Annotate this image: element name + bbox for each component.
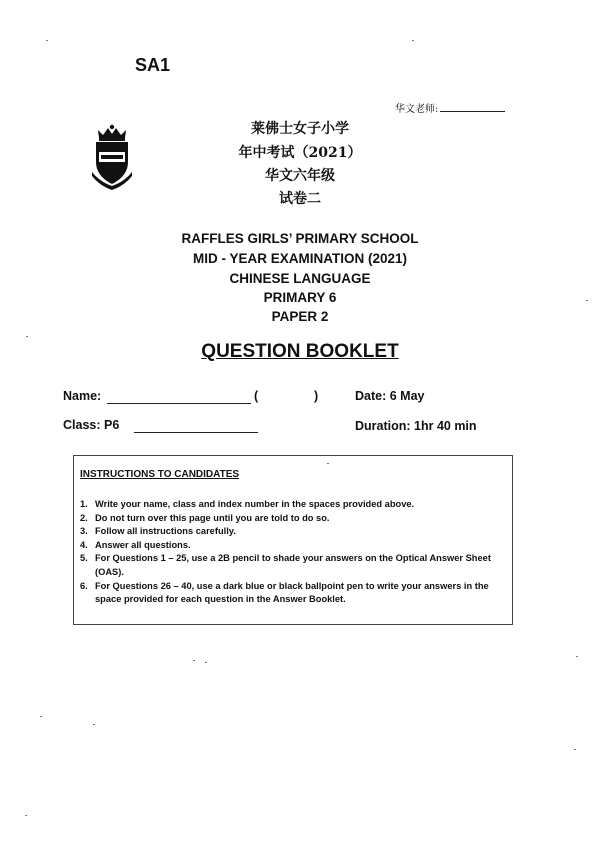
name-label: Name: [63, 389, 102, 403]
instruction-item [80, 498, 505, 512]
instruction-item [80, 552, 505, 579]
scan-speck [205, 662, 207, 663]
instruction-number: 6. [80, 580, 88, 591]
chinese-exam-name: 年中考试（2021） [238, 145, 362, 161]
class-blank-line [134, 432, 258, 433]
name-blank-line [107, 403, 251, 404]
instruction-number: 4. [80, 539, 88, 550]
scan-speck [26, 336, 28, 337]
scan-speck [586, 300, 588, 301]
scan-speck [574, 749, 576, 750]
instruction-text: For Questions 1 – 25, use a 2B pencil to shade your answers on the Optical Answer Sheet (OAS). [95, 553, 491, 577]
chinese-subject-level: 华文六年级 [265, 168, 335, 184]
scan-speck [40, 716, 42, 717]
instruction-number: 5. [80, 553, 88, 564]
index-paren-close: ) [314, 389, 319, 403]
paper-name: PAPER 2 [271, 309, 329, 324]
scan-speck [327, 463, 329, 464]
exam-date: Date: 6 May [355, 389, 425, 403]
subject-name: CHINESE LANGUAGE [229, 271, 371, 286]
sa1-label: SA1 [135, 55, 171, 75]
instruction-item [80, 539, 505, 553]
scan-speck [193, 660, 195, 661]
instruction-text: Answer all questions. [95, 539, 191, 550]
class-label: Class: P6 [63, 418, 120, 432]
instruction-text: For Questions 26 – 40, use a dark blue or black ballpoint pen to write your answers in the space provided for each question in the Answer Booklet. [95, 580, 489, 605]
instruction-text: Write your name, class and index number in the spaces provided above. [95, 499, 415, 509]
school-name: RAFFLES GIRLS’ PRIMARY SCHOOL [181, 231, 419, 246]
chinese-paper-number: 试卷二 [279, 191, 321, 207]
teacher-field [395, 100, 505, 115]
instruction-text: Do not turn over this page until you are told to do so. [95, 512, 330, 523]
instructions-title: INSTRUCTIONS TO CANDIDATES [80, 469, 240, 480]
instruction-number: 2. [80, 512, 88, 523]
teacher-label: 华文老师: [395, 104, 439, 115]
instruction-item [80, 580, 505, 607]
school-crest-icon [92, 124, 132, 190]
booklet-title: QUESTION BOOKLET [201, 341, 399, 362]
instruction-item [80, 525, 505, 539]
scan-speck [412, 40, 414, 41]
instruction-text: Follow all instructions carefully. [95, 526, 236, 537]
instruction-number: 3. [80, 526, 88, 537]
index-paren-open: ( [254, 389, 259, 403]
chinese-school-name: 莱佛士女子小学 [251, 121, 349, 137]
scan-speck [93, 724, 95, 725]
teacher-blank-line [440, 102, 505, 112]
instruction-number: 1. [80, 499, 88, 509]
exam-name: MID - YEAR EXAMINATION (2021) [192, 251, 408, 266]
scan-speck [25, 815, 27, 816]
instructions-list [80, 498, 505, 607]
scan-speck [46, 40, 48, 41]
scan-speck [576, 656, 578, 657]
exam-duration: Duration: 1hr 40 min [355, 419, 477, 433]
instruction-item [80, 512, 505, 526]
level-name: PRIMARY 6 [263, 290, 337, 305]
